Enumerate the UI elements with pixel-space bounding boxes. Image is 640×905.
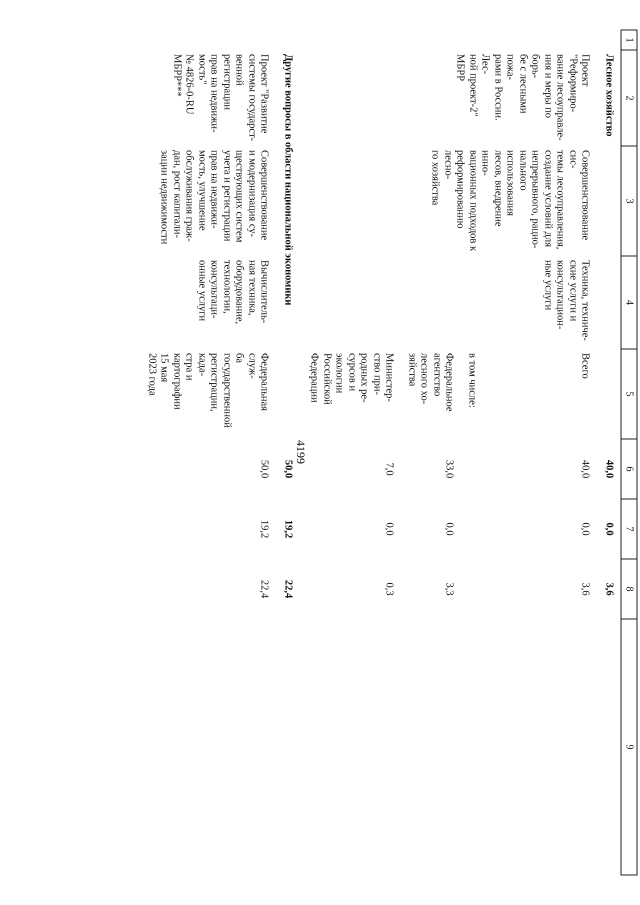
economy-total-col8: 22,4 <box>282 579 294 599</box>
forestry-executor-col8: 3,3 <box>444 582 455 596</box>
forestry-total-col6: 40,0 <box>603 459 615 479</box>
forestry-project-col8: 3,6 <box>580 582 591 596</box>
economy-project-goal: Совершенствование и модернизация су- ществующих систем учета и регистрации прав на недвижи- мость, улучшение обслуживания граж- дан, рост капитали- зации недвижимости <box>159 150 270 245</box>
forestry-section-title: Лесное хозяйство <box>603 54 615 137</box>
forestry-executor-col6: 7,0 <box>384 462 395 476</box>
forestry-project-goal: Совершенствование сис- темы лесоуправления, создание условий для непрерывного, рацио- нального использования лесов, внедрение инно- вационных подходов к реформированию лесно- го хозяйства <box>430 150 591 252</box>
col-header-9: 9 <box>621 619 637 875</box>
economy-total-col7: 19,2 <box>282 519 294 539</box>
economy-project-type: Вычислитель- ная техника, оборудование, технологии, консультаци- онные услуги <box>196 260 270 325</box>
forestry-section-row <box>594 30 621 875</box>
forestry-executor-name: Министер- ство при- родных ре- сурсов и экологии Российской Федерации <box>309 353 395 405</box>
column-number-row <box>621 30 637 875</box>
forestry-project-type: Техника, техниче- ские услуги и консультацион- ные услуги <box>542 260 591 341</box>
col-header-5: 5 <box>621 349 637 439</box>
col-header-6: 6 <box>621 439 637 499</box>
col-header-2: 2 <box>621 50 637 146</box>
economy-project-name: Проект "Развитие системы государст- венной регистрации прав на недвижи- мость" № 4826-0-RU МБРР*** <box>171 54 270 142</box>
forestry-project-name: Проект "Реформиро- вание лесоуправле- ния и меры по борь- бе с лесными пожа- рами в России. Лес- ной проект-2" МБРР <box>455 54 591 141</box>
economy-project-col8: 22,4 <box>259 579 270 599</box>
forestry-executor-name: Федеральное агентство лесного хо- зяйства <box>406 353 455 412</box>
forestry-executor-col8: 0,3 <box>384 582 395 596</box>
budget-table <box>142 30 638 876</box>
economy-project-col7: 19,2 <box>259 519 270 539</box>
col-header-4: 4 <box>621 256 637 349</box>
forestry-executor-col6: 33,0 <box>444 459 455 479</box>
forestry-executor-col7: 0,0 <box>444 522 455 536</box>
economy-section-row <box>273 30 300 875</box>
economy-total-col6: 50,0 <box>282 459 294 479</box>
forestry-total-col7: 0,0 <box>603 522 615 536</box>
col-header-3: 3 <box>621 146 637 256</box>
forestry-total-col8: 3,6 <box>603 582 615 596</box>
forestry-including-label: в том числе: <box>466 353 478 408</box>
economy-section-title: Другие вопросы в области национальной экономики <box>282 54 294 306</box>
economy-project-row <box>142 30 273 875</box>
forestry-project-col6: 40,0 <box>580 459 591 479</box>
col-header-8: 8 <box>621 559 637 619</box>
forestry-project-col7: 0,0 <box>580 522 591 536</box>
forestry-executor-total-label: Всего <box>580 353 591 379</box>
col-header-1: 1 <box>621 30 637 50</box>
economy-project-col6: 50,0 <box>259 459 270 479</box>
rotated-table-page <box>53 30 638 875</box>
col-header-7: 7 <box>621 499 637 559</box>
page-number: 4199 <box>294 440 308 464</box>
forestry-executor-col7: 0,0 <box>384 522 395 536</box>
economy-project-executor: Федеральная служ- ба государственной регистрации, када- стра и картографии 15 мая 2023 года <box>146 353 270 428</box>
forestry-project-row <box>576 30 595 875</box>
